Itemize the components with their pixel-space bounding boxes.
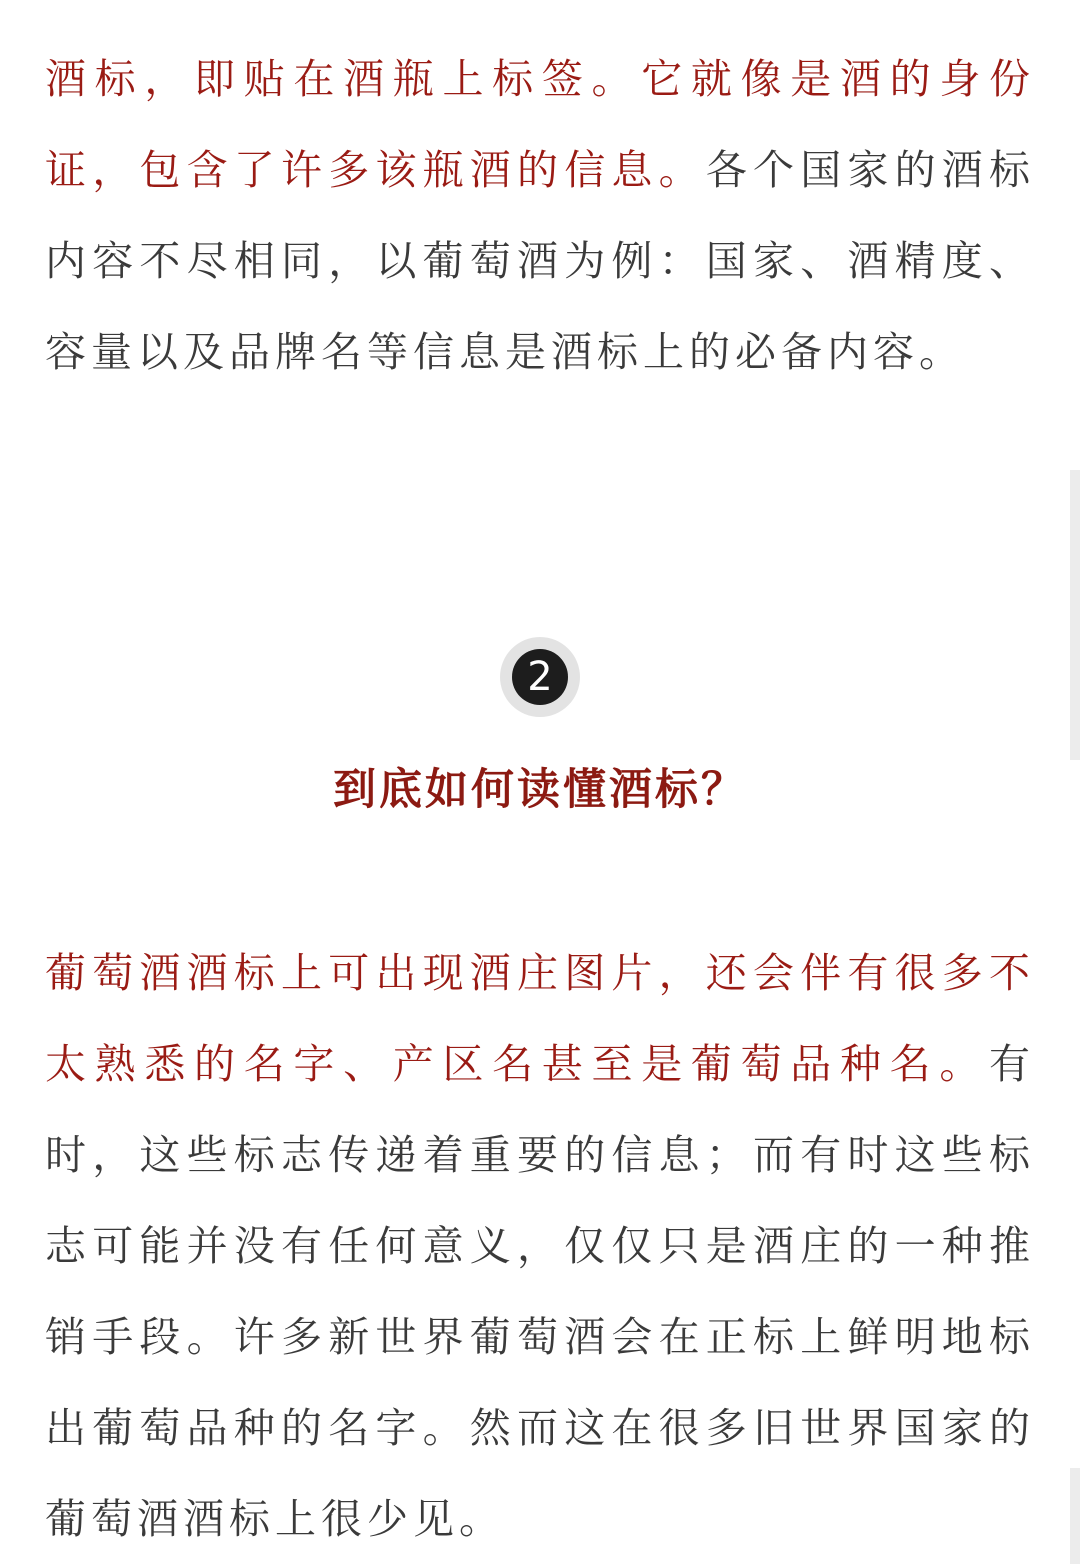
detail-highlight-text: 葡萄酒酒标上可出现酒庄图片，还会伴有很多不太熟悉的名字、产区名甚至是葡萄品种名。 [45, 949, 1035, 1088]
section-number: 2 [512, 649, 568, 705]
scroll-edge-marker [1070, 1468, 1080, 1564]
detail-body-text: 有时，这些标志传递着重要的信息；而有时这些标志可能并没有任何意义，仅仅只是酒庄的一种推销手段。许多新世界葡萄酒会在正标上鲜明地标出葡萄品种的名字。然而这在很多旧世界国家的葡萄酒酒标上很少见。 [45, 1040, 1035, 1543]
section-number-badge [500, 637, 580, 717]
intro-highlight-text: 酒标，即贴在酒瓶上标签。它就像是酒的身份证，包含了许多该瓶酒的信息。 [45, 55, 1035, 194]
section-title: 到底如何读懂酒标？ [333, 765, 747, 815]
intro-paragraph [45, 34, 1035, 398]
scroll-edge-marker [1070, 470, 1080, 760]
intro-body-text: 各个国家的酒标内容不尽相同，以葡萄酒为例：国家、酒精度、容量以及品牌名等信息是酒标上的必备内容。 [45, 146, 1036, 376]
detail-paragraph [45, 928, 1035, 1565]
